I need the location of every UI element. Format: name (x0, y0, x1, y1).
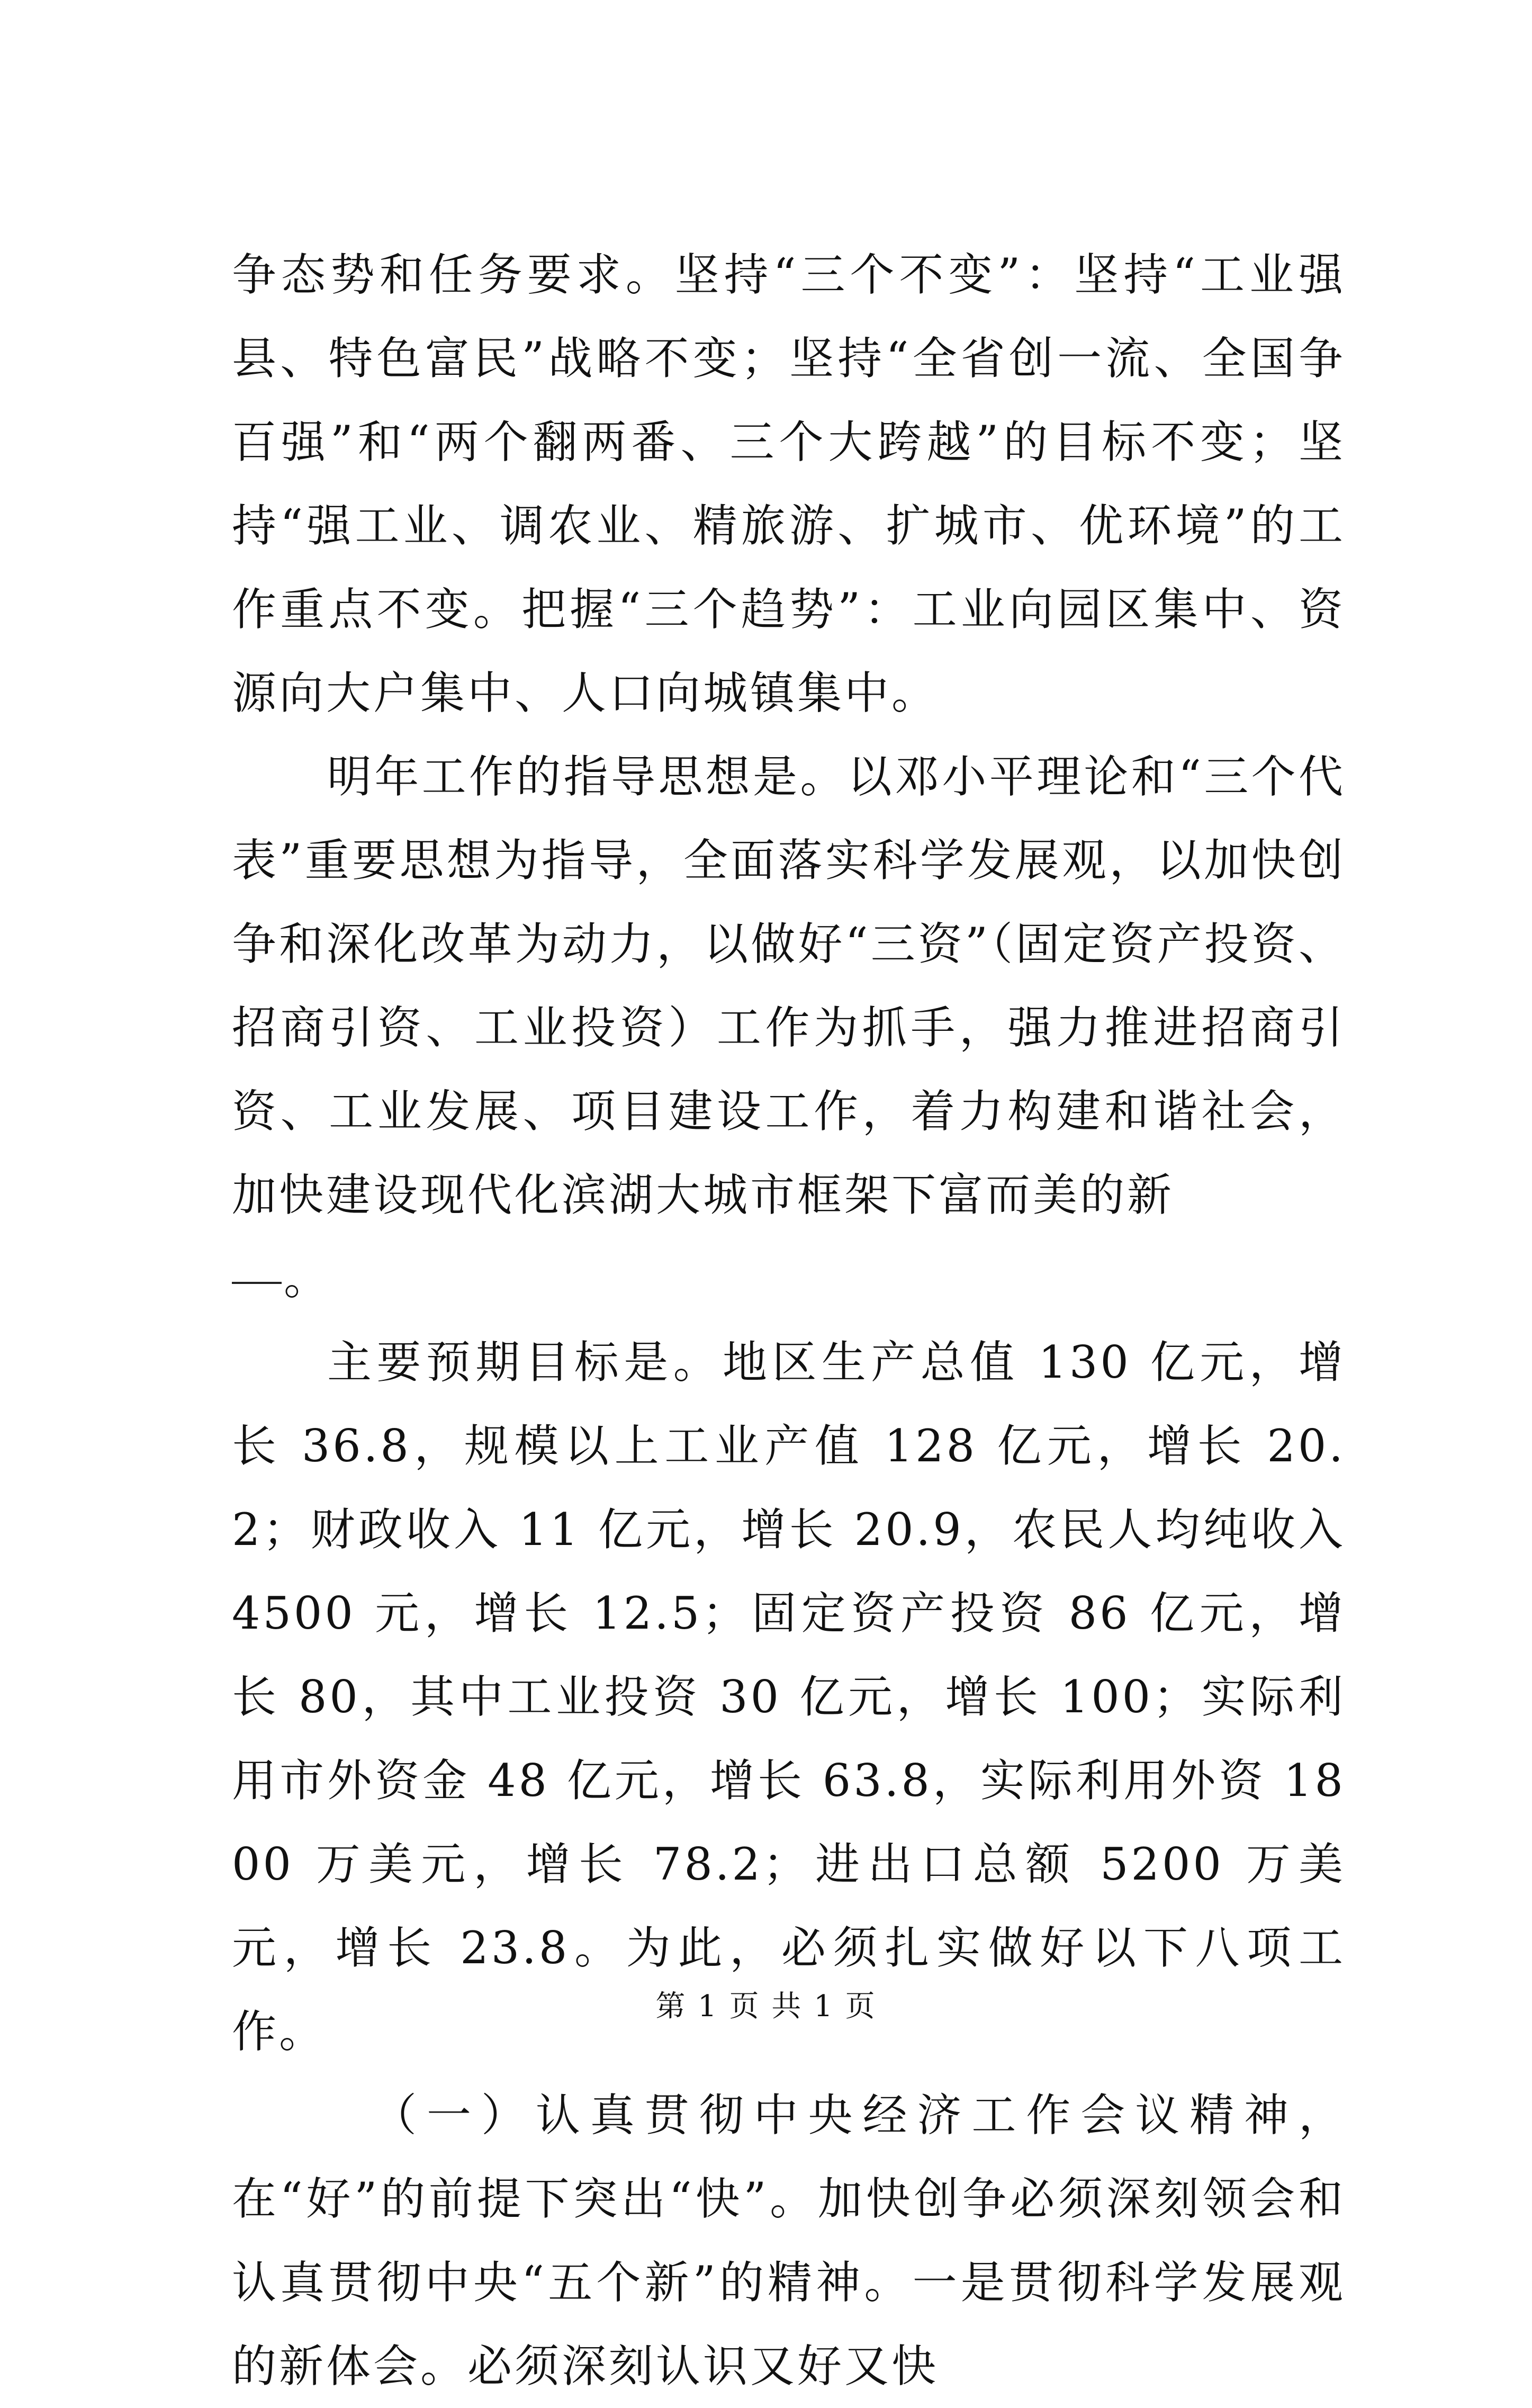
paragraph-3: 主要预期目标是。地区生产总值 130 亿元，增长 36.8，规模以上工业产值 128 亿元，增长 20.2；财政收入 11 亿元，增长 20.9，农民人均纯收入 4500 元，增长 12.5；固定资产投资 86 亿元，增长 80，其中工业投资 30 亿元，增长 100；实际利用市外资金 48 亿元，增长 63.8，实际利用外资 1800 万美元，增长 78.2；进出口总额 5200 万美元，增长 23.8。为此，必须扎实做好以下八项工作。 (232, 1336, 1346, 2057)
fill-in-blank-line (232, 1281, 282, 1284)
paragraph-4: （一）认真贯彻中央经济工作会议精神，在“好”的前提下突出“快”。加快创争必须深刻领会和认真贯彻中央“五个新”的精神。一是贯彻科学发展观的新体会。必须深刻认识又好又快 (232, 2089, 1346, 2392)
paragraph-2-tail: 。 (284, 1253, 331, 1305)
page-footer: 第 1 页 共 1 页 (655, 1989, 877, 2024)
paragraph-2 (232, 735, 1346, 1320)
document-body (232, 233, 1346, 2408)
paragraph-2-text: 明年工作的指导思想是。以邓小平理论和“三个代表”重要思想为指导，全面落实科学发展观，以加快创争和深化改革为动力，以做好“三资”（固定资产投资、招商引资、工业投资）工作为抓手，强力推进招商引资、工业发展、项目建设工作，着力构建和谐社会，加快建设现代化滨湖大城市框架下富而美的新 (232, 751, 1346, 1221)
paragraph-1: 争态势和任务要求。坚持“三个不变”：坚持“工业强县、特色富民”战略不变；坚持“全省创一流、全国争百强”和“两个翻两番、三个大跨越”的目标不变；坚持“强工业、调农业、精旅游、扩城市、优环境”的工作重点不变。把握“三个趋势”：工业向园区集中、资源向大户集中、人口向城镇集中。 (232, 249, 1346, 719)
